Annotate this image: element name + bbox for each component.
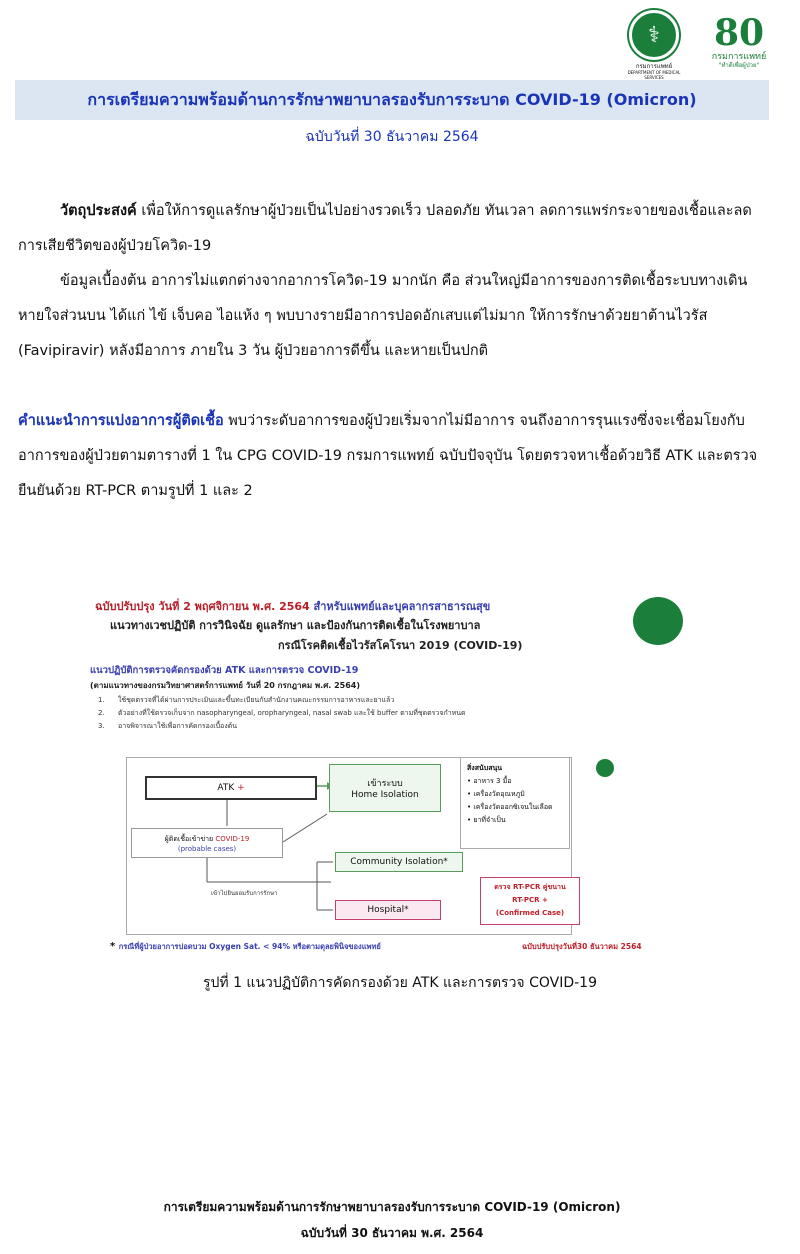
figure-header-date: ฉบับปรับปรุง วันที่ 2 พฤศจิกายน พ.ศ. 2564	[95, 600, 310, 613]
department-logo-caption-en: DEPARTMENT OF MEDICAL SERVICES	[627, 70, 681, 80]
flow-label: เข้าไปยินยอมรับการรักษา	[211, 890, 278, 897]
anniversary-caption: กรมการแพทย์	[711, 52, 767, 62]
list-item: 2. ตัวอย่างที่ใช้ตรวจเก็บจาก nasopharyngeal, oropharyngeal, nasal swab และใช้ buffer ตามที่ชุดตรวจกำหนด	[98, 709, 466, 717]
figure-header-3: กรณีโรคติดเชื้อไวรัสโคโรนา 2019 (COVID-19)	[278, 639, 523, 652]
list-item: 1. ใช้ชุดตรวจที่ได้ผ่านการประเมินและขึ้นทะเบียนกับสำนักงานคณะกรรมการอาหารและยาแล้ว	[98, 696, 395, 704]
atk-positive-box: ATK +	[145, 776, 317, 800]
recommendation-label: คำแนะนำการแบ่งอาการผู้ติดเชื้อ	[18, 413, 224, 429]
figure-subheading: แนวปฏิบัติการตรวจคัดกรองด้วย ATK และการตรวจ COVID-19	[90, 665, 359, 676]
rtpcr-box: ตรวจ RT-PCR คู่ขนาน RT-PCR + (Confirmed Case)	[480, 877, 580, 925]
figure-small-logo-icon	[596, 759, 614, 777]
recommendation-text: พบว่าระดับอาการของผู้ป่วยเริ่มจากไม่มีอาการ จนถึงอาการรุนแรงซึ่งจะเชื่อมโยงกับอาการของผู้ป่วยตามตารางที่ 1 ใน CPG COVID-19 กรมการแพทย์ ฉบับปัจจุบัน โดยตรวจหาเชื้อด้วยวิธี ATK และตรวจยืนยันด้วย RT-PCR ตามรูปที่ 1 และ 2	[18, 413, 758, 499]
objective-label: วัตถุประสงค์	[60, 203, 137, 219]
objective-text: เพื่อให้การดูแลรักษาผู้ป่วยเป็นไปอย่างรวดเร็ว ปลอดภัย ทันเวลา ลดการแพร่กระจายของเชื้อและลดการเสียชีวิตของผู้ป่วยโควิด-19	[18, 203, 752, 254]
anniversary-slogan: "ทำดีเพื่อผู้ป่วย"	[718, 62, 760, 69]
figure-list	[98, 694, 466, 733]
hospital-box: Hospital*	[335, 900, 441, 920]
figure-revision: ฉบับปรับปรุงวันที่30 ธันวาคม 2564	[522, 942, 642, 951]
figure-caption: รูปที่ 1 แนวปฏิบัติการคัดกรองด้วย ATK และการตรวจ COVID-19	[202, 975, 597, 991]
department-logo	[618, 10, 690, 80]
department-logo-caption: กรมการแพทย์	[635, 63, 673, 70]
figure-header-1	[95, 597, 490, 615]
background-text: ข้อมูลเบื้องต้น อาการไม่แตกต่างจากอาการโควิด-19 มากนัก คือ ส่วนใหญ่มีอาการของการติดเชื้อระบบทางเดินหายใจส่วนบน ได้แก่ ไข้ เจ็บคอ ไอแห้ง ๆ พบบางรายมีอาการปอดอักเสบแต่ไม่มาก ให้การรักษาด้วยยาต้านไวรัส (Favipiravir) หลังมีอาการ ภายใน 3 วัน ผู้ป่วยอาการดีขึ้น และหายเป็นปกติ	[18, 273, 748, 359]
background-paragraph	[18, 264, 770, 369]
figure-1	[90, 585, 690, 960]
footer-date: ฉบับวันที่ 30 ธันวาคม พ.ศ. 2564	[300, 1226, 484, 1240]
figure-note: * กรณีที่ผู้ป่วยอาการปอดบวม Oxygen Sat. < 94% หรือตามดุลยพินิจของแพทย์	[110, 941, 381, 952]
figure-header-2: แนวทางเวชปฏิบัติ การวินิจฉัย ดูแลรักษา และป้องกันการติดเชื้อในโรงพยาบาล	[110, 619, 481, 632]
anniversary-logo	[706, 14, 772, 74]
support-box: สิ่งสนับสนุน • อาหาร 3 มื้อ • เครื่องวัดอุณหภูมิ • เครื่องวัดออกซิเจนในเลือด • ยาที่จำเป็น	[460, 757, 570, 849]
caduceus-icon: ⚕	[629, 10, 679, 60]
figure-subheading-ref: (ตามแนวทางของกรมวิทยาศาสตร์การแพทย์ วันที่ 20 กรกฎาคม พ.ศ. 2564)	[90, 681, 361, 690]
community-isolation-box: Community Isolation*	[335, 852, 463, 872]
footer-title: การเตรียมความพร้อมด้านการรักษาพยาบาลรองรับการระบาด COVID-19 (Omicron)	[163, 1200, 621, 1214]
objective-paragraph	[18, 194, 770, 264]
anniversary-number: 80	[713, 12, 765, 54]
list-item: 3. อาจพิจารณาใช้เพื่อการคัดกรองเบื้องต้น	[98, 722, 238, 730]
recommendation-paragraph	[18, 404, 770, 509]
probable-cases-box: ผู้ติดเชื้อเข้าข่าย COVID-19 (probable cases)	[131, 828, 283, 858]
home-isolation-box: เข้าระบบ Home Isolation	[329, 764, 441, 812]
title-bar	[15, 80, 769, 120]
page-subtitle: ฉบับวันที่ 30 ธันวาคม 2564	[305, 129, 479, 145]
figure-header-audience: สำหรับแพทย์และบุคลากรสาธารณสุข	[309, 600, 491, 613]
figure-department-logo-icon	[633, 597, 683, 645]
page-title: การเตรียมความพร้อมด้านการรักษาพยาบาลรองรับการระบาด COVID-19 (Omicron)	[87, 89, 697, 109]
